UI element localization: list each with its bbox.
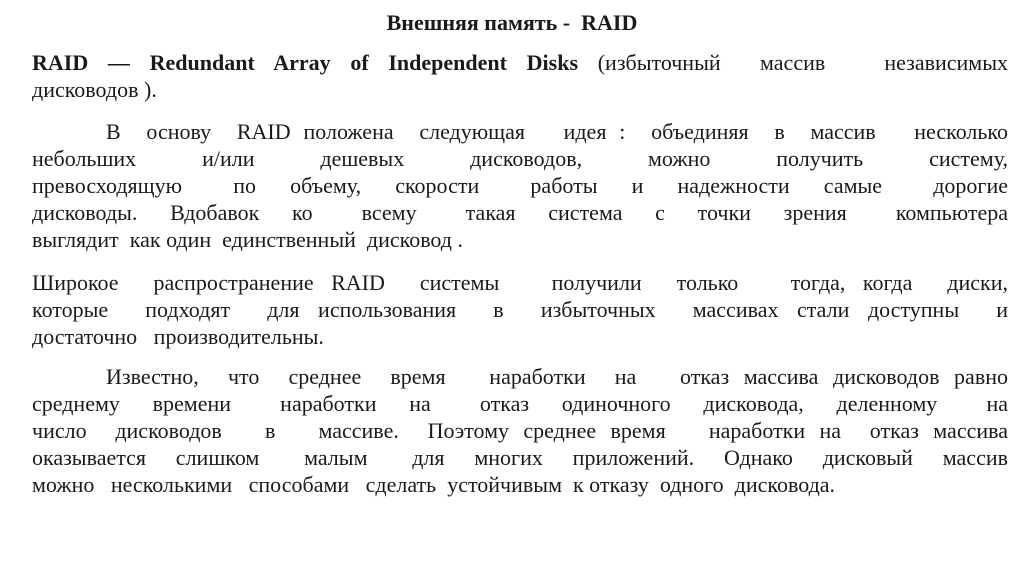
paragraph-line: среднему времени наработки на отказ одиночного дисковода, деленному на [32, 391, 1008, 416]
paragraph-raid-idea [32, 118, 1008, 253]
paragraph-line: выглядит как один единственный дисковод . [32, 227, 463, 252]
paragraph-line: В основу RAID положена следующая идея : объединяя в массив несколько [106, 119, 1008, 144]
paragraph-raid-mtbf [32, 363, 1008, 498]
raid-term-bold: RAID — Redundant Array of Independent Disks [32, 50, 579, 75]
paragraph-line: число дисководов в массиве. Поэтому среднее время наработки на отказ массива [32, 418, 1008, 443]
raid-term-translation: (избыточный массив независимых [578, 50, 1008, 75]
paragraph-line: дисководов ). [32, 77, 157, 102]
paragraph-line: небольших и/или дешевых дисководов, можно получить систему, [32, 146, 1008, 171]
slide-title: Внешняя память - RAID [386, 10, 638, 35]
paragraph-raid-adoption [32, 269, 1008, 350]
paragraph-line: оказывается слишком малым для многих приложений. Однако дисковый массив [32, 445, 1008, 470]
paragraph-line [32, 49, 1008, 76]
paragraph-line: можно несколькими способами сделать устойчивым к отказу одного дисковода. [32, 472, 836, 497]
paragraph-raid-definition [32, 49, 1008, 103]
paragraph-line: превосходящую по объему, скорости работы и надежности самые дорогие [32, 173, 1008, 198]
paragraph-line: дисководы. Вдобавок ко всему такая система с точки зрения компьютера [32, 200, 1008, 225]
paragraph-line: Известно, что среднее время наработки на отказ массива дисководов равно [106, 364, 1008, 389]
paragraph-line: которые подходят для использования в избыточных массивах стали доступны и [32, 297, 1008, 322]
paragraph-line: Широкое распространение RAID системы получили только тогда, когда диски, [32, 270, 1008, 295]
paragraph-line: достаточно производительны. [32, 324, 324, 349]
